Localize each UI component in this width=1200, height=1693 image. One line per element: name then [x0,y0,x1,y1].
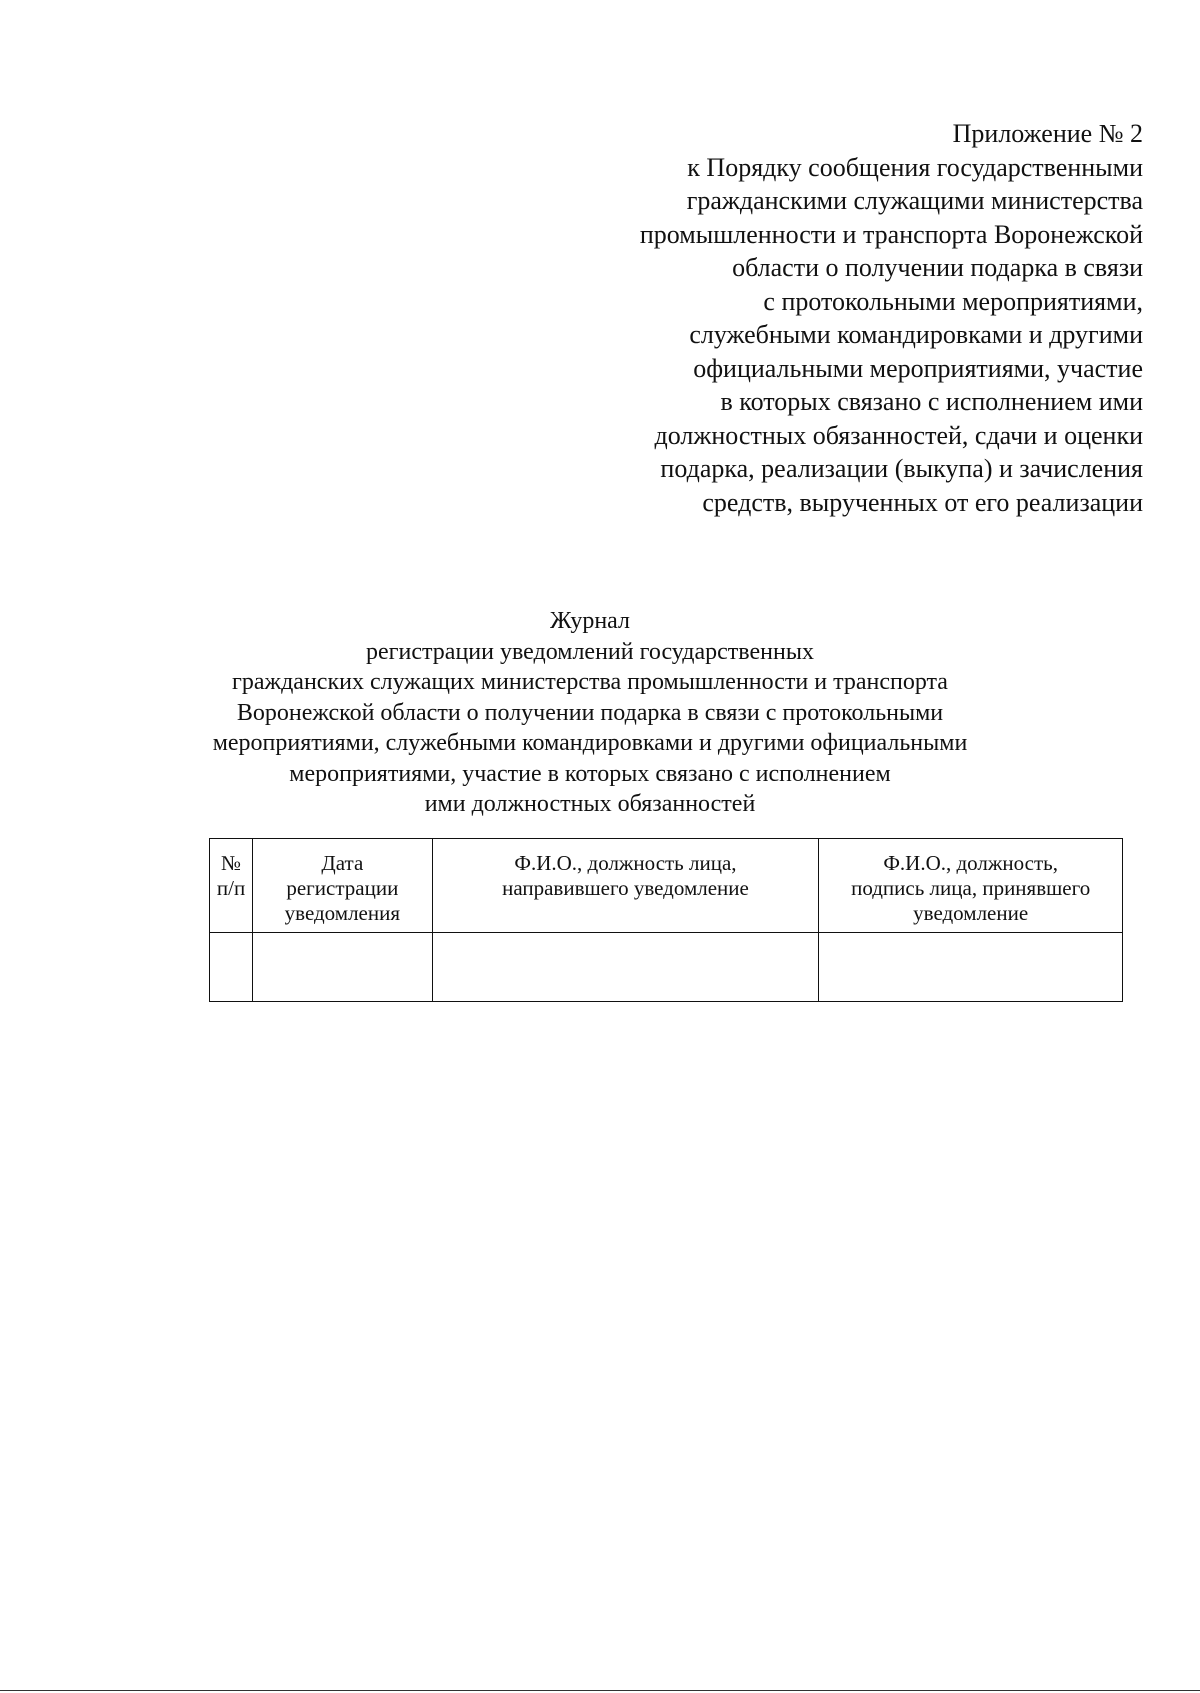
appendix-line: подарка, реализации (выкупа) и зачисления [660,454,1143,483]
header-text: уведомление [913,901,1029,925]
registration-table [209,838,1123,1002]
journal-title-line: Воронежской области о получении подарка в связи с протокольными [236,699,944,726]
journal-title [180,606,1000,820]
appendix-line: гражданскими служащими министерства [686,186,1143,215]
header-text: № [221,851,242,875]
table-cell [819,933,1123,1002]
header-text: подпись лица, принявшего [851,876,1091,900]
header-receiver [819,839,1123,933]
appendix-line: официальными мероприятиями, участие [693,353,1143,383]
table-cell [432,933,819,1002]
table-row [210,933,1123,1002]
page-bottom-rule [0,1690,1200,1691]
header-text: Дата [321,851,364,875]
appendix-line: служебными командировками и другими [689,320,1143,349]
header-text: Ф.И.О., должность, [883,851,1058,875]
header-text: направившего уведомление [502,876,749,900]
journal-title-line: ими должностных обязанностей [424,791,756,817]
table-cell [210,933,253,1002]
appendix-line: области о получении подарка в связи [732,253,1143,282]
appendix-line: средств, вырученных от его реализации [702,487,1143,517]
header-number [210,839,253,933]
appendix-line: к Порядку сообщения государственными [687,152,1143,182]
header-text: п/п [216,876,246,900]
appendix-block [523,117,1143,519]
journal-title-line: Журнал [549,608,630,634]
journal-title-line: гражданских служащих министерства промышленности и транспорта [232,669,948,695]
appendix-line: в которых связано с исполнением ими [720,387,1143,416]
appendix-line: Приложение № 2 [952,119,1143,148]
header-text: уведомления [284,901,401,925]
table-header-row [210,839,1123,933]
appendix-line: должностных обязанностей, сдачи и оценки [654,420,1143,450]
header-sender [432,839,819,933]
header-text: регистрации [286,876,399,900]
header-registration-date [253,839,433,933]
header-text: Ф.И.О., должность лица, [514,851,737,875]
appendix-line: промышленности и транспорта Воронежской [639,219,1143,249]
journal-title-line: мероприятиями, служебными командировками и другими официальными [212,730,968,756]
journal-title-line: регистрации уведомлений государственных [366,638,814,665]
journal-title-line: мероприятиями, участие в которых связано с исполнением [289,760,891,787]
table-cell [253,933,433,1002]
appendix-line: с протокольными мероприятиями, [763,286,1143,316]
